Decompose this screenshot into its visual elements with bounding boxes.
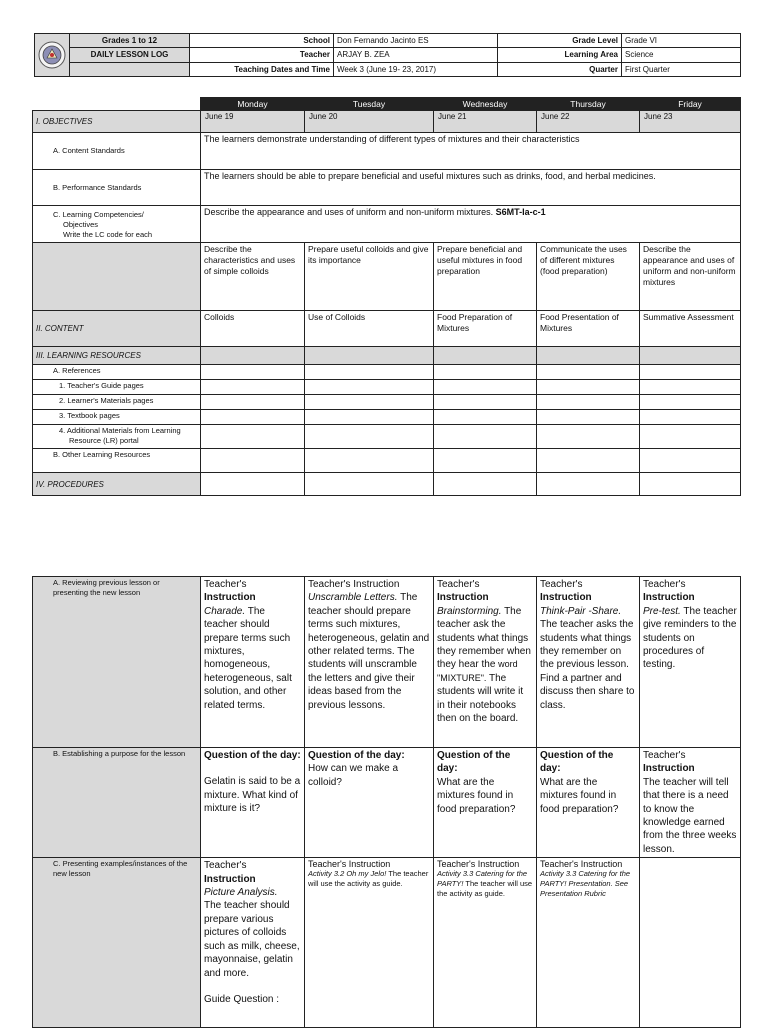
objective-friday: Describe the appearance and uses of uniform and non-uniform mixtures [640,243,741,311]
dates-value: Week 3 (June 19- 23, 2017) [334,62,498,76]
content-standards-text: The learners demonstrate understanding of different types of mixtures and their characteristics [201,133,741,170]
objective-monday: Describe the characteristics and uses of simple colloids [201,243,305,311]
content-monday: Colloids [201,311,305,347]
procedure-b-thursday [537,748,640,858]
date-friday: June 23 [640,111,741,133]
c-wednesday-text: The teacher will use the activity as guide. [437,879,533,899]
procedures-table [32,576,741,1028]
log-title: DAILY LESSON LOG [70,48,190,62]
resources-heading: III. LEARNING RESOURCES [33,347,201,365]
procedure-a-thursday [537,577,640,748]
procedure-c-monday [201,858,305,1028]
ti-label: Teacher's [643,750,686,761]
a-wednesday-activity: Brainstorming. [437,605,502,617]
question-of-the-day: Question of the day: [437,750,511,775]
c-wednesday-activity: Activity 3.3 Catering for the PARTY! [437,869,528,889]
grade-level-value: Grade VI [622,34,741,48]
objective-tuesday: Prepare useful colloids and give its importance [305,243,434,311]
procedures-heading: IV. PROCEDURES [33,473,201,496]
ti-label-bold: Instruction [437,592,489,604]
references-label: A. References [33,365,201,380]
content-tuesday: Use of Colloids [305,311,434,347]
question-of-the-day: Question of the day: [540,750,614,775]
procedure-c-wednesday [434,858,537,1028]
a-wednesday-text-2: The students will write it in their notebooks then on the board. [437,672,524,725]
objective-thursday: Communicate the uses of different mixtures (food preparation) [537,243,640,311]
ti-label-bold: Instruction [643,763,695,775]
competency-label-line-3: Write the LC code for each [63,230,153,239]
a-monday-text: The teacher should prepare terms such mixtures, homogeneous, heterogeneous, salt solution, and other related terms. [204,605,292,711]
c-thursday-activity: Activity 3.3 Catering for the PARTY! Presentation. See Presentation Rubric [540,869,631,899]
a-thursday-activity: Think-Pair -Share. [540,605,622,617]
ti-label: Teacher's [540,579,583,590]
content-friday: Summative Assessment [640,311,741,347]
date-thursday: June 22 [537,111,640,133]
b-tuesday-text: How can we make a colloid? [308,763,399,788]
b-thursday-text: What are the mixtures found in food preparation? [540,776,619,815]
teacher-value: ARJAY B. ZEA [334,48,498,62]
deped-logo-cell [35,34,70,77]
textbook-pages-label: 3. Textbook pages [33,410,201,425]
competency-label-line-1: C. Learning Competencies/ [53,210,144,219]
procedure-a-tuesday [305,577,434,748]
procedure-b-tuesday [305,748,434,858]
a-friday-activity: Pre-test. [643,605,681,617]
date-tuesday: June 20 [305,111,434,133]
additional-line-2: Resource (LR) portal [69,436,139,445]
day-header-monday: Monday [201,98,305,111]
learning-area-value: Science [622,48,741,62]
day-header-tuesday: Tuesday [305,98,434,111]
c-monday-text: The teacher should prepare various pictures of colloids such as milk, cheese, mayonnaise, gelatin and more. [204,900,300,979]
grades-label: Grades 1 to 12 [70,34,190,48]
learning-competencies-text [201,206,741,243]
question-of-the-day: Question of the day: [308,750,405,761]
procedure-b-friday [640,748,741,858]
procedure-b-monday [201,748,305,858]
competency-code: S6MT-Ia-c-1 [495,207,546,217]
c-tuesday-text: The teacher will use the activity as guide. [308,869,429,889]
procedure-c-friday [640,858,741,1028]
content-heading: II. CONTENT [33,311,201,347]
learning-competencies-label [33,206,201,243]
c-monday-guide: Guide Question : [204,993,280,1005]
lm-pages-label: 2. Learner's Materials pages [33,395,201,410]
a-tuesday-text: The teacher should prepare terms such mixtures, heterogeneous, gelatin and other related terms. The students will unscramble the letters and give their ideas based from the previous lessons. [308,592,430,711]
procedure-c-tuesday [305,858,434,1028]
objectives-heading: I. OBJECTIVES [33,111,201,133]
question-of-the-day: Question of the day: [204,750,301,761]
date-wednesday: June 21 [434,111,537,133]
ti-full: Teacher's Instruction [308,859,391,870]
performance-standards-text: The learners should be able to prepare beneficial and useful mixtures such as drinks, food, and herbal medicines. [201,170,741,206]
competency-text: Describe the appearance and uses of uniform and non-uniform mixtures. [204,207,494,217]
ti-label: Teacher's [204,579,247,590]
performance-standards-label: B. Performance Standards [33,170,201,206]
daily-objectives-label [33,243,201,311]
dates-label: Teaching Dates and Time [190,62,334,76]
quarter-value: First Quarter [622,62,741,76]
procedure-a-monday [201,577,305,748]
content-thursday: Food Presentation of Mixtures [537,311,640,347]
objective-wednesday: Prepare beneficial and useful mixtures in food preparation [434,243,537,311]
additional-line-1: 4. Additional Materials from Learning [59,426,181,435]
content-wednesday: Food Preparation of Mixtures [434,311,537,347]
school-value: Don Fernando Jacinto ES [334,34,498,48]
ti-label-bold: Instruction [204,873,256,885]
ti-full: Teacher's Instruction [308,579,400,590]
tg-pages-label: 1. Teacher's Guide pages [33,380,201,395]
header-blank [70,62,190,76]
day-header-thursday: Thursday [537,98,640,111]
a-monday-activity: Charade. [204,605,246,617]
deped-seal-icon [38,41,66,69]
header-table [34,33,741,77]
ti-label-bold: Instruction [540,592,592,604]
content-standards-label: A. Content Standards [33,133,201,170]
c-monday-activity: Picture Analysis. [204,887,278,899]
ti-full: Teacher's Instruction [540,859,623,870]
day-header-wednesday: Wednesday [434,98,537,111]
ti-label: Teacher's [204,860,247,872]
competency-label-line-2: Objectives [63,220,99,229]
grade-level-label: Grade Level [498,34,622,48]
ti-label-bold: Instruction [204,592,256,604]
procedure-a-wednesday [434,577,537,748]
procedure-b-wednesday [434,748,537,858]
ti-label: Teacher's [643,579,686,590]
school-label: School [190,34,334,48]
additional-materials-label [33,425,201,449]
procedure-a-friday [640,577,741,748]
b-friday-text: The teacher will tell that there is a need to know the knowledge earned from the three weeks lesson. [643,776,737,855]
a-friday-text: The teacher give reminders to the students on procedures of testing. [643,605,737,671]
a-thursday-text: The teacher asks the students what things they remember on the previous lesson. Find a partner and discuss then share to class. [540,619,635,711]
b-wednesday-text: What are the mixtures found in food preparation? [437,776,516,815]
ti-label: Teacher's [437,579,480,590]
procedure-c-thursday [537,858,640,1028]
ti-label-bold: Instruction [643,592,695,604]
procedure-c-label: C. Presenting examples/instances of the new lesson [33,858,201,1028]
quarter-label: Quarter [498,62,622,76]
learning-area-label: Learning Area [498,48,622,62]
day-header-friday: Friday [640,98,741,111]
a-tuesday-activity: Unscramble Letters. [308,592,398,604]
ti-full: Teacher's Instruction [437,859,520,870]
a-wednesday-text-1: The teacher ask the students what things they remember when they hear the [437,605,531,671]
other-resources-label: B. Other Learning Resources [33,449,201,473]
a-wednesday-word: word "MIXTURE". [437,659,518,683]
c-tuesday-activity: Activity 3.2 Oh my Jelo! [308,869,387,879]
teacher-label: Teacher [190,48,334,62]
procedure-b-label: B. Establishing a purpose for the lesson [33,748,201,858]
lesson-log-table [32,97,741,496]
procedure-a-label: A. Reviewing previous lesson or presenting the new lesson [33,577,201,748]
b-monday-text: Gelatin is said to be a mixture. What kind of mixture is it? [204,776,301,815]
date-monday: June 19 [201,111,305,133]
